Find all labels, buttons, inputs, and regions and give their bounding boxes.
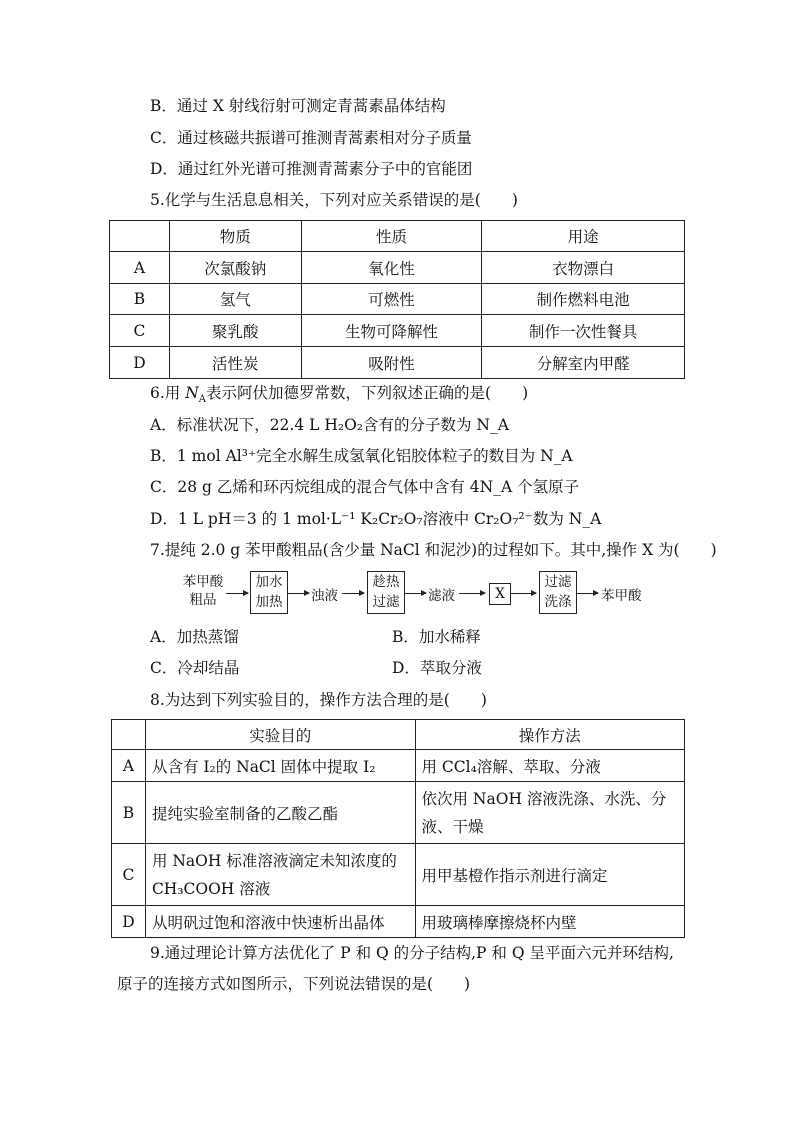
flow-start-line2: 粗品	[189, 592, 217, 608]
flow-box-hot-filter	[367, 571, 405, 614]
q4-option-d: D．通过红外光谱可推测青蒿素分子中的官能团	[150, 160, 473, 178]
q6-na-subscript: A	[198, 394, 207, 406]
q5-table	[109, 220, 685, 379]
q9-line2: 原子的连接方式如图所示，下列说法错误的是( )	[117, 975, 471, 993]
q5-cell: 分解室内甲醛	[482, 347, 685, 379]
table-row	[110, 252, 685, 284]
flow-filtrate: 滤液	[428, 588, 455, 604]
q5-cell: C	[110, 315, 170, 347]
q8-cell: 用 NaOH 标准溶液滴定未知浓度的 CH₃COOH 溶液	[145, 844, 415, 906]
flow-box-dissolve	[250, 571, 288, 614]
q5-cell: 制作一次性餐具	[482, 315, 685, 347]
q8-cell: 依次用 NaOH 溶液洗涤、水洗、分液、干燥	[415, 782, 685, 844]
q8-cell: D	[112, 906, 146, 938]
q5-cell: B	[110, 284, 170, 315]
q7-option-b: B．加水稀释	[392, 628, 481, 646]
q5-cell: 氧化性	[301, 252, 482, 284]
flow-arrow	[576, 593, 598, 594]
q8-cell: 用甲基橙作指示剂进行滴定	[415, 844, 685, 906]
q5-cell: D	[110, 347, 170, 379]
q5-cell: 制作燃料电池	[482, 284, 685, 315]
q5-cell: 可燃性	[301, 284, 482, 315]
q8-stem: 8.为达到下列实验目的，操作方法合理的是( )	[150, 691, 487, 709]
flow-arrow	[287, 593, 309, 594]
q9-line1: 9.通过理论计算方法优化了 P 和 Q 的分子结构,P 和 Q 呈平面六元并环结构,	[150, 944, 674, 962]
flow-arrow	[510, 593, 536, 594]
flow-turbid-liquid: 浊液	[311, 588, 338, 604]
q6-option-d: D．1 L pH＝3 的 1 mol·L⁻¹ K₂Cr₂O₇溶液中 Cr₂O₇²⁻数为 N_A	[150, 510, 602, 528]
q5-cell: 次氯酸钠	[169, 252, 301, 284]
q7-option-a: A．加热蒸馏	[150, 628, 239, 646]
table-row	[112, 750, 685, 782]
q6-stem-post: 表示阿伏加德罗常数，下列叙述正确的是( )	[206, 384, 529, 402]
q8-cell: A	[112, 750, 146, 782]
q8-cell: 从明矾过饱和溶液中快速析出晶体	[145, 906, 415, 938]
flow-arrow	[404, 593, 426, 594]
flow-box-line: 趁热	[372, 574, 400, 590]
q5-header-cell: 性质	[301, 221, 482, 252]
q8-header-cell: 实验目的	[145, 720, 415, 750]
q5-cell: 氢气	[169, 284, 301, 315]
q5-cell: 生物可降解性	[301, 315, 482, 347]
flow-box-line: 加水	[255, 574, 283, 590]
flow-box-x: X	[489, 583, 511, 605]
q8-cell: 提纯实验室制备的乙酸乙酯	[145, 782, 415, 844]
q4-option-b: B．通过 X 射线衍射可测定青蒿素晶体结构	[150, 97, 446, 115]
q8-cell: 用玻璃棒摩擦烧杯内壁	[415, 906, 685, 938]
q8-header-row	[112, 720, 685, 750]
table-row	[110, 315, 685, 347]
flow-box-filter-wash	[539, 571, 577, 614]
table-row	[110, 347, 685, 379]
q5-header-cell: 物质	[169, 221, 301, 252]
q4-option-c: C．通过核磁共振谱可推测青蒿素相对分子质量	[150, 129, 472, 147]
q7-option-d: D．萃取分液	[392, 659, 482, 677]
q8-cell: 从含有 I₂的 NaCl 固体中提取 I₂	[145, 750, 415, 782]
flow-box-line: 加热	[255, 594, 283, 610]
flow-arrow	[342, 593, 364, 594]
flow-end-product: 苯甲酸	[601, 588, 642, 604]
q7-option-c: C．冷却结晶	[150, 659, 240, 677]
flow-box-line: 过滤	[544, 574, 572, 590]
table-row	[110, 284, 685, 315]
q8-cell: 用 CCl₄溶解、萃取、分液	[415, 750, 685, 782]
q8-header-cell: 操作方法	[415, 720, 685, 750]
q5-header-cell	[110, 221, 170, 252]
q5-header-cell: 用途	[482, 221, 685, 252]
flow-arrow	[459, 593, 485, 594]
flow-arrow	[226, 593, 248, 594]
q5-cell: 活性炭	[169, 347, 301, 379]
q5-cell: 吸附性	[301, 347, 482, 379]
q5-stem: 5.化学与生活息息相关，下列对应关系错误的是( )	[150, 191, 518, 209]
q8-cell: B	[112, 782, 146, 844]
q6-stem	[150, 383, 529, 406]
flow-box-line: 过滤	[372, 594, 400, 610]
table-row	[112, 906, 685, 938]
q8-table	[111, 719, 685, 938]
q5-cell: 衣物漂白	[482, 252, 685, 284]
q6-na-symbol: N	[185, 384, 199, 402]
q6-option-b: B．1 mol Al³⁺完全水解生成氢氧化铝胶体粒子的数目为 N_A	[150, 447, 573, 465]
q8-header-cell	[112, 720, 146, 750]
q6-option-a: A．标准状况下，22.4 L H₂O₂含有的分子数为 N_A	[150, 416, 509, 434]
q5-cell: 聚乳酸	[169, 315, 301, 347]
q8-cell: C	[112, 844, 146, 906]
q5-header-row	[110, 221, 685, 252]
table-row	[112, 782, 685, 844]
q7-stem: 7.提纯 2.0 g 苯甲酸粗品(含少量 NaCl 和泥沙)的过程如下。其中,操作 X 为( )	[150, 541, 717, 559]
flow-box-line: 洗涤	[544, 594, 572, 610]
q6-option-c: C．28 g 乙烯和环丙烷组成的混合气体中含有 4N_A 个氢原子	[150, 478, 580, 496]
q5-cell: A	[110, 252, 170, 284]
q6-stem-pre: 6.用	[150, 384, 186, 402]
flow-start-label	[180, 573, 226, 609]
flow-start-line1: 苯甲酸	[182, 574, 224, 590]
table-row	[112, 844, 685, 906]
